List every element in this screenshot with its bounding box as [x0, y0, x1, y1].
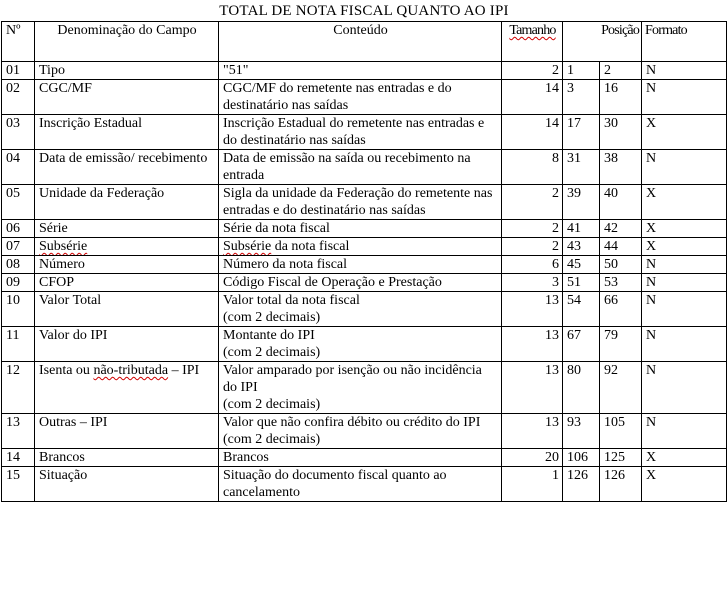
cell-tamanho: 2: [502, 185, 563, 220]
cell-formato: X: [642, 467, 727, 502]
table-row: [2, 414, 727, 449]
cell-denominacao: Situação: [35, 467, 219, 502]
cell-posicao-inicio: 3: [563, 80, 600, 115]
cell-formato: X: [642, 185, 727, 220]
cell-posicao-inicio: 43: [563, 238, 600, 256]
header-conteudo: Conteúdo: [219, 22, 502, 62]
header-formato: Formato: [642, 22, 727, 62]
table-row: [2, 256, 727, 274]
cell-tamanho: 14: [502, 80, 563, 115]
cell-num: 02: [2, 80, 35, 115]
cell-conteudo: Data de emissão na saída ou recebimento na entrada: [219, 150, 502, 185]
cell-posicao-fim: 16: [600, 80, 642, 115]
cell-formato: N: [642, 274, 727, 292]
page-title: TOTAL DE NOTA FISCAL QUANTO AO IPI: [219, 3, 509, 19]
header-posicao: Posição: [563, 22, 642, 62]
table-row: [2, 449, 727, 467]
cell-formato: X: [642, 220, 727, 238]
cell-conteudo: Número da nota fiscal: [219, 256, 502, 274]
table-row: [2, 327, 727, 362]
cell-tamanho: 6: [502, 256, 563, 274]
table-row: [2, 62, 727, 80]
header-tamanho: [502, 22, 563, 62]
cell-tamanho: 20: [502, 449, 563, 467]
field-spec-table: [1, 21, 727, 502]
cell-conteudo: Valor total da nota fiscal (com 2 decimais): [219, 292, 502, 327]
cell-tamanho: 13: [502, 292, 563, 327]
cell-posicao-inicio: 51: [563, 274, 600, 292]
cell-tamanho: 13: [502, 362, 563, 414]
cell-denominacao: Número: [35, 256, 219, 274]
table-row: [2, 467, 727, 502]
table-row: [2, 292, 727, 327]
cell-posicao-fim: 40: [600, 185, 642, 220]
cell-posicao-fim: 30: [600, 115, 642, 150]
cell-conteudo: CGC/MF do remetente nas entradas e do destinatário nas saídas: [219, 80, 502, 115]
cell-posicao-inicio: 41: [563, 220, 600, 238]
cell-formato: N: [642, 80, 727, 115]
cell-denominacao: Unidade da Federação: [35, 185, 219, 220]
cell-posicao-fim: 42: [600, 220, 642, 238]
header-tamanho-text: Tamanho: [509, 23, 556, 38]
cell-conteudo: Brancos: [219, 449, 502, 467]
cell-posicao-fim: 105: [600, 414, 642, 449]
cell-posicao-inicio: 45: [563, 256, 600, 274]
cell-denominacao: Valor do IPI: [35, 327, 219, 362]
cell-posicao-fim: 79: [600, 327, 642, 362]
cell-num: 08: [2, 256, 35, 274]
cell-conteudo: Situação do documento fiscal quanto ao cancelamento: [219, 467, 502, 502]
cell-formato: X: [642, 115, 727, 150]
cell-denominacao: CGC/MF: [35, 80, 219, 115]
cell-posicao-fim: 38: [600, 150, 642, 185]
table-row: [2, 115, 727, 150]
cell-conteudo: Valor que não confira débito ou crédito do IPI (com 2 decimais): [219, 414, 502, 449]
cell-conteudo: Código Fiscal de Operação e Prestação: [219, 274, 502, 292]
cell-denominacao: Outras – IPI: [35, 414, 219, 449]
cell-posicao-inicio: 126: [563, 467, 600, 502]
cell-posicao-fim: 2: [600, 62, 642, 80]
cell-tamanho: 3: [502, 274, 563, 292]
cell-formato: N: [642, 150, 727, 185]
table-row: [2, 238, 727, 256]
table-row: [2, 80, 727, 115]
table-body: [2, 62, 727, 502]
cell-posicao-inicio: 54: [563, 292, 600, 327]
table-row: [2, 274, 727, 292]
header-num: Nº: [2, 22, 35, 62]
cell-posicao-inicio: 1: [563, 62, 600, 80]
table-row: [2, 185, 727, 220]
cell-posicao-inicio: 93: [563, 414, 600, 449]
cell-conteudo: "51": [219, 62, 502, 80]
cell-denominacao: Brancos: [35, 449, 219, 467]
cell-formato: N: [642, 292, 727, 327]
cell-denominacao: Data de emissão/ recebimento: [35, 150, 219, 185]
cell-num: 05: [2, 185, 35, 220]
cell-num: 04: [2, 150, 35, 185]
cell-formato: N: [642, 327, 727, 362]
cell-formato: N: [642, 362, 727, 414]
cell-posicao-inicio: 39: [563, 185, 600, 220]
cell-posicao-fim: 50: [600, 256, 642, 274]
cell-posicao-inicio: 67: [563, 327, 600, 362]
cell-num: 01: [2, 62, 35, 80]
cell-posicao-fim: 92: [600, 362, 642, 414]
cell-conteudo: Inscrição Estadual do remetente nas entradas e do destinatário nas saídas: [219, 115, 502, 150]
cell-denominacao: Série: [35, 220, 219, 238]
cell-num: 07: [2, 238, 35, 256]
cell-posicao-fim: 44: [600, 238, 642, 256]
cell-tamanho: 8: [502, 150, 563, 185]
cell-denominacao: Inscrição Estadual: [35, 115, 219, 150]
cell-conteudo: Valor amparado por isenção ou não incidência do IPI (com 2 decimais): [219, 362, 502, 414]
table-row: [2, 220, 727, 238]
cell-posicao-fim: 126: [600, 467, 642, 502]
cell-posicao-inicio: 17: [563, 115, 600, 150]
cell-posicao-fim: 66: [600, 292, 642, 327]
cell-tamanho: 2: [502, 62, 563, 80]
cell-posicao-fim: 53: [600, 274, 642, 292]
cell-conteudo: Sigla da unidade da Federação do remetente nas entradas e do destinatário nas saídas: [219, 185, 502, 220]
cell-denominacao: Valor Total: [35, 292, 219, 327]
cell-posicao-inicio: 31: [563, 150, 600, 185]
cell-num: 09: [2, 274, 35, 292]
cell-denominacao: Subsérie: [35, 238, 219, 256]
cell-posicao-inicio: 80: [563, 362, 600, 414]
cell-denominacao: CFOP: [35, 274, 219, 292]
table-row: [2, 362, 727, 414]
cell-tamanho: 14: [502, 115, 563, 150]
header-denominacao: Denominação do Campo: [35, 22, 219, 62]
cell-formato: N: [642, 414, 727, 449]
cell-denominacao: Isenta ou não-tributada – IPI: [35, 362, 219, 414]
cell-posicao-inicio: 106: [563, 449, 600, 467]
cell-formato: X: [642, 449, 727, 467]
cell-num: 06: [2, 220, 35, 238]
cell-tamanho: 13: [502, 414, 563, 449]
cell-formato: N: [642, 256, 727, 274]
cell-num: 11: [2, 327, 35, 362]
cell-num: 13: [2, 414, 35, 449]
cell-conteudo: Subsérie da nota fiscal: [219, 238, 502, 256]
cell-conteudo: Série da nota fiscal: [219, 220, 502, 238]
cell-denominacao: Tipo: [35, 62, 219, 80]
cell-num: 14: [2, 449, 35, 467]
cell-num: 10: [2, 292, 35, 327]
cell-num: 12: [2, 362, 35, 414]
cell-formato: N: [642, 62, 727, 80]
table-row: [2, 150, 727, 185]
cell-tamanho: 2: [502, 238, 563, 256]
cell-formato: X: [642, 238, 727, 256]
cell-tamanho: 13: [502, 327, 563, 362]
cell-conteudo: Montante do IPI (com 2 decimais): [219, 327, 502, 362]
cell-tamanho: 2: [502, 220, 563, 238]
cell-posicao-fim: 125: [600, 449, 642, 467]
header-row: [2, 22, 727, 62]
cell-tamanho: 1: [502, 467, 563, 502]
cell-num: 15: [2, 467, 35, 502]
cell-num: 03: [2, 115, 35, 150]
